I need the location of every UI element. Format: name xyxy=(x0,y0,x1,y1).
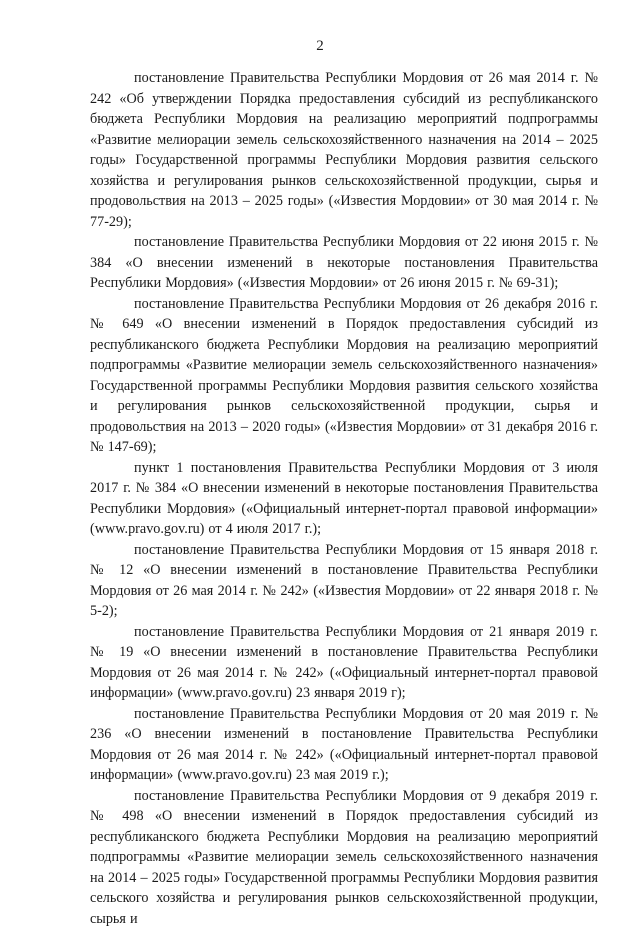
paragraph-1: постановление Правительства Республики Мордовия от 26 мая 2014 г. № 242 «Об утверждении Порядка предоставления субсидий из республиканского бюджета Республики Мордовия на реализацию мероприятий подпрограммы «Развитие мелиорации земель сельскохозяйственного назначения на 2014 – 2025 годы» Государственной программы Республики Мордовия развития сельского хозяйства и регулирования рынков сельскохозяйственной продукции, сырья и продовольствия на 2013 – 2025 годы» («Известия Мордовии» от 30 мая 2014 г. № 77-29); xyxy=(90,68,598,232)
paragraph-8: постановление Правительства Республики Мордовия от 9 декабря 2019 г. № 498 «О внесении изменений в Порядок предоставления субсидий из республиканского бюджета Республики Мордовия на реализацию мероприятий подпрограммы «Развитие мелиорации земель сельскохозяйственного назначения на 2014 – 2025 годы» Государственной программы Республики Мордовия развития сельского хозяйства и регулирования рынков сельскохозяйственной продукции, сырья и xyxy=(90,786,598,929)
page-number: 2 xyxy=(0,38,640,55)
paragraph-3: постановление Правительства Республики Мордовия от 26 декабря 2016 г. № 649 «О внесении изменений в Порядок предоставления субсидий из республиканского бюджета Республики Мордовия на реализацию мероприятий подпрограммы «Развитие мелиорации земель сельскохозяйственного назначения» Государственной программы Республики Мордовия развития сельского хозяйства и регулирования рынков сельскохозяйственной продукции, сырья и продовольствия на 2013 – 2020 годы» («Известия Мордовии» от 31 декабря 2016 г. № 147-69); xyxy=(90,294,598,458)
paragraph-7: постановление Правительства Республики Мордовия от 20 мая 2019 г. № 236 «О внесении изменений в постановление Правительства Республики Мордовия от 26 мая 2014 г. № 242» («Официальный интернет-портал правовой информации» (www.pravo.gov.ru) 23 мая 2019 г.); xyxy=(90,704,598,786)
paragraph-2: постановление Правительства Республики Мордовия от 22 июня 2015 г. № 384 «О внесении изменений в некоторые постановления Правительства Республики Мордовия» («Известия Мордовии» от 26 июня 2015 г. № 69-31); xyxy=(90,232,598,294)
paragraph-5: постановление Правительства Республики Мордовия от 15 января 2018 г. № 12 «О внесении изменений в постановление Правительства Республики Мордовия от 26 мая 2014 г. № 242» («Известия Мордовии» от 22 января 2018 г. № 5-2); xyxy=(90,540,598,622)
document-body xyxy=(90,68,598,929)
paragraph-6: постановление Правительства Республики Мордовия от 21 января 2019 г. № 19 «О внесении изменений в постановление Правительства Республики Мордовия от 26 мая 2014 г. № 242» («Официальный интернет-портал правовой информации» (www.pravo.gov.ru) 23 января 2019 г); xyxy=(90,622,598,704)
paragraph-4: пункт 1 постановления Правительства Республики Мордовия от 3 июля 2017 г. № 384 «О внесении изменений в некоторые постановления Правительства Республики Мордовия» («Официальный интернет-портал правовой информации» (www.pravo.gov.ru) от 4 июля 2017 г.); xyxy=(90,458,598,540)
